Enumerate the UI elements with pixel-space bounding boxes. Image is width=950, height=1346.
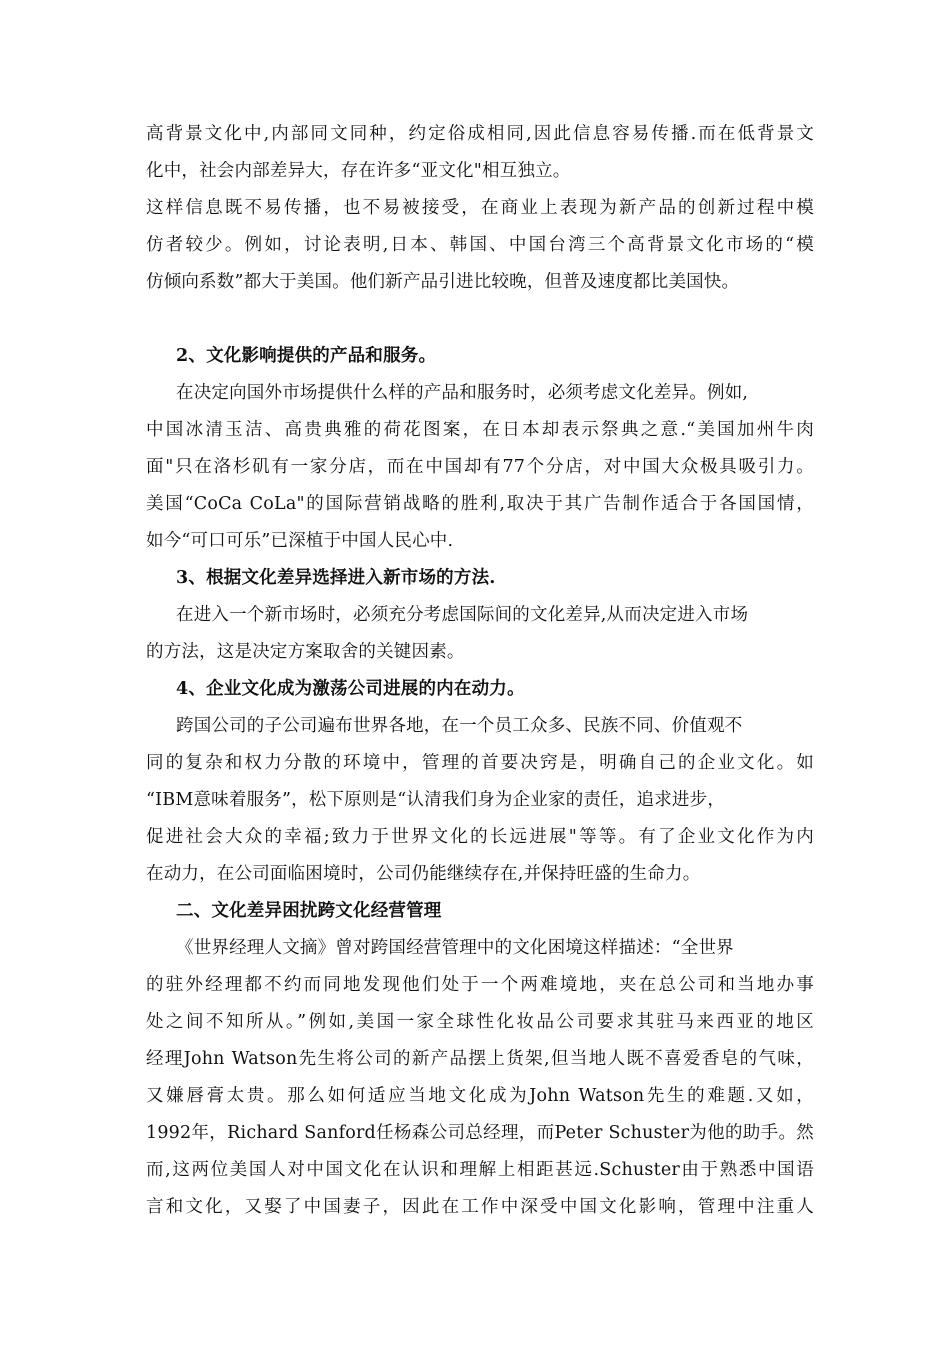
text-line: 美国“CoCa CoLa"的国际营销战略的胜利,取决于其广告制作适合于各国国情，: [146, 494, 814, 514]
document-body: [146, 116, 814, 1226]
text-line: 在进入一个新市场时，必须充分考虑国际间的文化差异,从而决定进入市场: [176, 605, 749, 625]
text-line: 高背景文化中,内部同文同种，约定俗成相同,因此信息容易传播.而在低背景文: [146, 124, 814, 144]
text-line: 的方法，这是决定方案取舍的关键因素。: [146, 642, 465, 662]
text-line: 这样信息既不易传播，也不易被接受，在商业上表现为新产品的创新过程中模: [146, 198, 814, 218]
text-line: 促进社会大众的幸福;致力于世界文化的长远进展"等等。有了企业文化作为内: [146, 827, 814, 847]
paragraph-high-context-culture: [146, 116, 814, 301]
text-line: 仿倾向系数”都大于美国。他们新产品引进比较晚，但普及速度都比美国快。: [146, 272, 740, 292]
text-line: 仿者较少。例如，讨论表明,日本、韩国、中国台湾三个高背景文化市场的“模: [146, 235, 814, 255]
text-line: 1992年，Richard Sanford任杨森公司总经理，而Peter Schuster为他的助手。然: [146, 1123, 814, 1143]
section-heading: 二、文化差异困扰跨文化经营管理: [176, 901, 442, 921]
text-line: 中国冰清玉洁、高贵典雅的荷花图案，在日本却表示祭典之意.“美国加州牛肉: [146, 420, 814, 440]
text-line: 言和文化，又娶了中国妻子，因此在工作中深受中国文化影响，管理中注重人: [146, 1197, 814, 1217]
text-line: 在动力，在公司面临困境时，公司仍能继续存在,并保持旺盛的生命力。: [146, 864, 701, 884]
section-4: [146, 671, 814, 893]
blank-line: [146, 301, 814, 338]
text-line: 经理John Watson先生将公司的新产品摆上货架,但当地人既不喜爱香皂的气味，: [146, 1049, 814, 1069]
section-3: [146, 560, 814, 671]
text-line: 化中，社会内部差异大，存在许多“亚文化"相互独立。: [146, 161, 571, 181]
text-line: “IBM意味着服务”，松下原则是“认清我们身为企业家的责任，追求进步，: [146, 790, 726, 810]
text-line: 的驻外经理都不约而同地发现他们处于一个两难境地，夹在总公司和当地办事: [146, 975, 814, 995]
section-2: [146, 338, 814, 560]
section-heading: 3、根据文化差异选择进入新市场的方法.: [176, 568, 496, 588]
text-line: 《世界经理人文摘》曾对跨国经营管理中的文化困境这样描述：“全世界: [176, 938, 734, 958]
text-line: 而,这两位美国人对中国文化在认识和理解上相距甚远.Schuster由于熟悉中国语: [146, 1160, 814, 1180]
section-heading: 4、企业文化成为激荡公司进展的内在动力。: [176, 679, 525, 699]
text-line: 跨国公司的子公司遍布世界各地，在一个员工众多、民族不同、价值观不: [176, 716, 743, 736]
text-line: 如今“可口可乐”已深植于中国人民心中.: [146, 531, 454, 551]
text-line: 又嫌唇膏太贵。那么如何适应当地文化成为John Watson先生的难题.又如，: [146, 1086, 814, 1106]
text-line: 同的复杂和权力分散的环境中，管理的首要决窍是，明确自己的企业文化。如: [146, 753, 814, 773]
text-line: 面"只在洛杉矶有一家分店，而在中国却有77个分店，对中国大众极具吸引力。: [146, 457, 814, 477]
section-two: [146, 893, 814, 1226]
text-line: 处之间不知所从。”例如,美国一家全球性化妆品公司要求其驻马来西亚的地区: [146, 1012, 814, 1032]
section-heading: 2、文化影响提供的产品和服务。: [176, 346, 437, 366]
text-line: 在决定向国外市场提供什么样的产品和服务时，必须考虑文化差异。例如,: [176, 383, 749, 403]
